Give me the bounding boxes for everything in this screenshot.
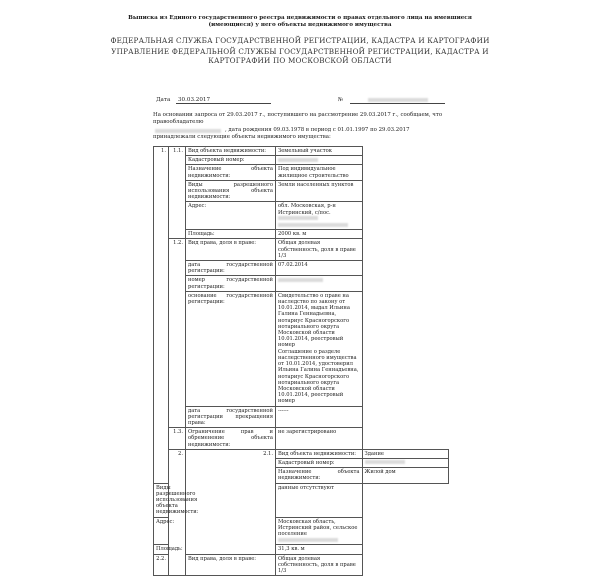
basis-label: основание государственной регистрации: bbox=[186, 291, 276, 406]
intro-line-3: , дата рождения 09.03.1978 в период с 01.01.1997 по 29.03.2017 bbox=[225, 127, 410, 133]
table-row bbox=[154, 230, 449, 239]
redacted-cadastral-number bbox=[278, 158, 318, 162]
table-row bbox=[154, 156, 449, 165]
date-label: Дата bbox=[156, 97, 171, 103]
purpose-value: Под индивидуальное жилищное строительство bbox=[276, 165, 363, 180]
purpose-label: Назначение объекта недвижимости: bbox=[276, 468, 363, 483]
redacted-owner-name bbox=[155, 129, 221, 133]
area-label: Площадь: bbox=[186, 230, 276, 239]
table-row bbox=[154, 291, 449, 406]
intro-line-4: принадлежали следующие объекты недвижимого имущества: bbox=[153, 134, 331, 140]
date-underline bbox=[176, 103, 271, 104]
termination-date-value: ------ bbox=[276, 406, 363, 428]
permitted-use-label: Виды разрешенного использования объекта недвижимости: bbox=[186, 180, 276, 202]
section-number: 1.1. bbox=[169, 147, 186, 239]
right-label: Вид права, доля в праве: bbox=[186, 239, 276, 261]
section-number: 2.2. bbox=[154, 554, 169, 576]
area-value: 2000 кв. м bbox=[276, 230, 363, 239]
object-number: 1. bbox=[154, 147, 169, 484]
intro-line-1: На основании запроса от 29.03.2017 г., поступившего на рассмотрение 29.03.2017 г., сообщаем, что bbox=[153, 112, 443, 118]
basis-value bbox=[276, 291, 363, 406]
redacted-registration-number bbox=[278, 278, 323, 282]
registration-number-value bbox=[276, 276, 363, 291]
restriction-label: Ограничение прав и обременение объекта недвижимости: bbox=[186, 428, 276, 450]
number-underline bbox=[350, 103, 445, 104]
right-value: Общая долевая собственность, доля в праве 1/3 bbox=[276, 239, 363, 261]
address-text: обл. Московская, р-н Истринский, с/пос. bbox=[278, 203, 336, 216]
basis-text-2: Соглашение о разделе наследственного имущества от 10.01.2014, удостоверил Ильина Галина Геннадьевна, нотариус Красногорского нотариального округа Московской области 10.01.2014, реестровый номер bbox=[278, 348, 359, 405]
number-label: № bbox=[338, 97, 344, 103]
address-value bbox=[276, 202, 363, 230]
cadastral-value bbox=[276, 156, 363, 165]
table-row bbox=[154, 406, 449, 428]
restriction-value: не зарегистрировано bbox=[276, 428, 363, 450]
table-row bbox=[154, 428, 449, 450]
registration-date-value: 07.02.2014 bbox=[276, 261, 363, 276]
kind-value: Земельный участок bbox=[276, 147, 363, 156]
table-row bbox=[154, 165, 449, 180]
permitted-use-value: данные отсутствуют bbox=[276, 483, 363, 517]
table-row bbox=[154, 202, 449, 230]
object-number: 2. bbox=[169, 449, 186, 575]
document-title-line-1: Выписка из Единого государственного реестра недвижимости о правах отдельного лица на имевшиеся bbox=[128, 15, 472, 21]
area-label: Площадь: bbox=[154, 545, 169, 554]
document-title-line-2: (имеющиеся) у него объекты недвижимого имущества bbox=[208, 22, 392, 28]
kind-label: Вид объекта недвижимости: bbox=[276, 449, 363, 458]
property-table bbox=[153, 146, 449, 576]
table-row bbox=[154, 276, 449, 291]
table-row bbox=[154, 180, 449, 202]
table-row bbox=[154, 147, 449, 156]
cadastral-label: Кадастровый номер: bbox=[276, 458, 363, 467]
section-number: 1.3. bbox=[169, 428, 186, 450]
address-label: Адрес: bbox=[154, 517, 169, 545]
termination-date-label: дата государственной регистрации прекращения права: bbox=[186, 406, 276, 428]
address-value bbox=[276, 517, 363, 545]
table-row bbox=[154, 449, 449, 458]
permitted-use-value: Земли населенных пунктов bbox=[276, 180, 363, 202]
cadastral-label: Кадастровый номер: bbox=[186, 156, 276, 165]
redacted-address-part bbox=[278, 216, 318, 220]
redacted-address-part bbox=[278, 538, 338, 542]
registration-date-label: дата государственной регистрации: bbox=[186, 261, 276, 276]
kind-label: Вид объекта недвижимости: bbox=[186, 147, 276, 156]
department-name-line-2: КАРТОГРАФИИ ПО МОСКОВСКОЙ ОБЛАСТИ bbox=[208, 56, 392, 65]
kind-value: Здание bbox=[362, 449, 449, 458]
address-label: Адрес: bbox=[186, 202, 276, 230]
permitted-use-label: Виды разрешенного использования объекта недвижимости: bbox=[154, 483, 169, 517]
redacted-address-part bbox=[278, 223, 348, 227]
redacted-cadastral-number bbox=[365, 460, 405, 464]
table-row bbox=[154, 554, 449, 576]
basis-text-1: Свидетельство о праве на наследство по закону от 10.01.2014, выдал Ильина Галина Геннадьевна, нотариус Красногорского нотариального округа Московской области 10.01.2014, реестровый номер bbox=[278, 292, 350, 349]
section-number: 1.2. bbox=[169, 239, 186, 428]
table-row bbox=[154, 261, 449, 276]
address-text: Московская область, Истринский район, сельское поселение bbox=[278, 518, 358, 537]
right-value: Общая долевая собственность, доля в праве 1/3 bbox=[276, 554, 363, 576]
cadastral-value bbox=[362, 458, 449, 467]
purpose-value: Жилой дом bbox=[362, 468, 449, 483]
table-row bbox=[154, 239, 449, 261]
redacted-document-number bbox=[368, 98, 428, 102]
section-number: 2.1. bbox=[186, 449, 276, 554]
area-value: 31,3 кв. м bbox=[276, 545, 363, 554]
date-value: 30.03.2017 bbox=[178, 97, 211, 103]
registration-number-label: номер государственной регистрации: bbox=[186, 276, 276, 291]
agency-name: ФЕДЕРАЛЬНАЯ СЛУЖБА ГОСУДАРСТВЕННОЙ РЕГИСТРАЦИИ, КАДАСТРА И КАРТОГРАФИИ bbox=[110, 36, 490, 45]
purpose-label: Назначение объекта недвижимости: bbox=[186, 165, 276, 180]
department-name-line-1: УПРАВЛЕНИЕ ФЕДЕРАЛЬНОЙ СЛУЖБЫ ГОСУДАРСТВЕННОЙ РЕГИСТРАЦИИ, КАДАСТРА И bbox=[111, 47, 489, 56]
right-label: Вид права, доля в праве: bbox=[186, 554, 276, 576]
intro-line-2: правообладателю bbox=[153, 119, 204, 125]
